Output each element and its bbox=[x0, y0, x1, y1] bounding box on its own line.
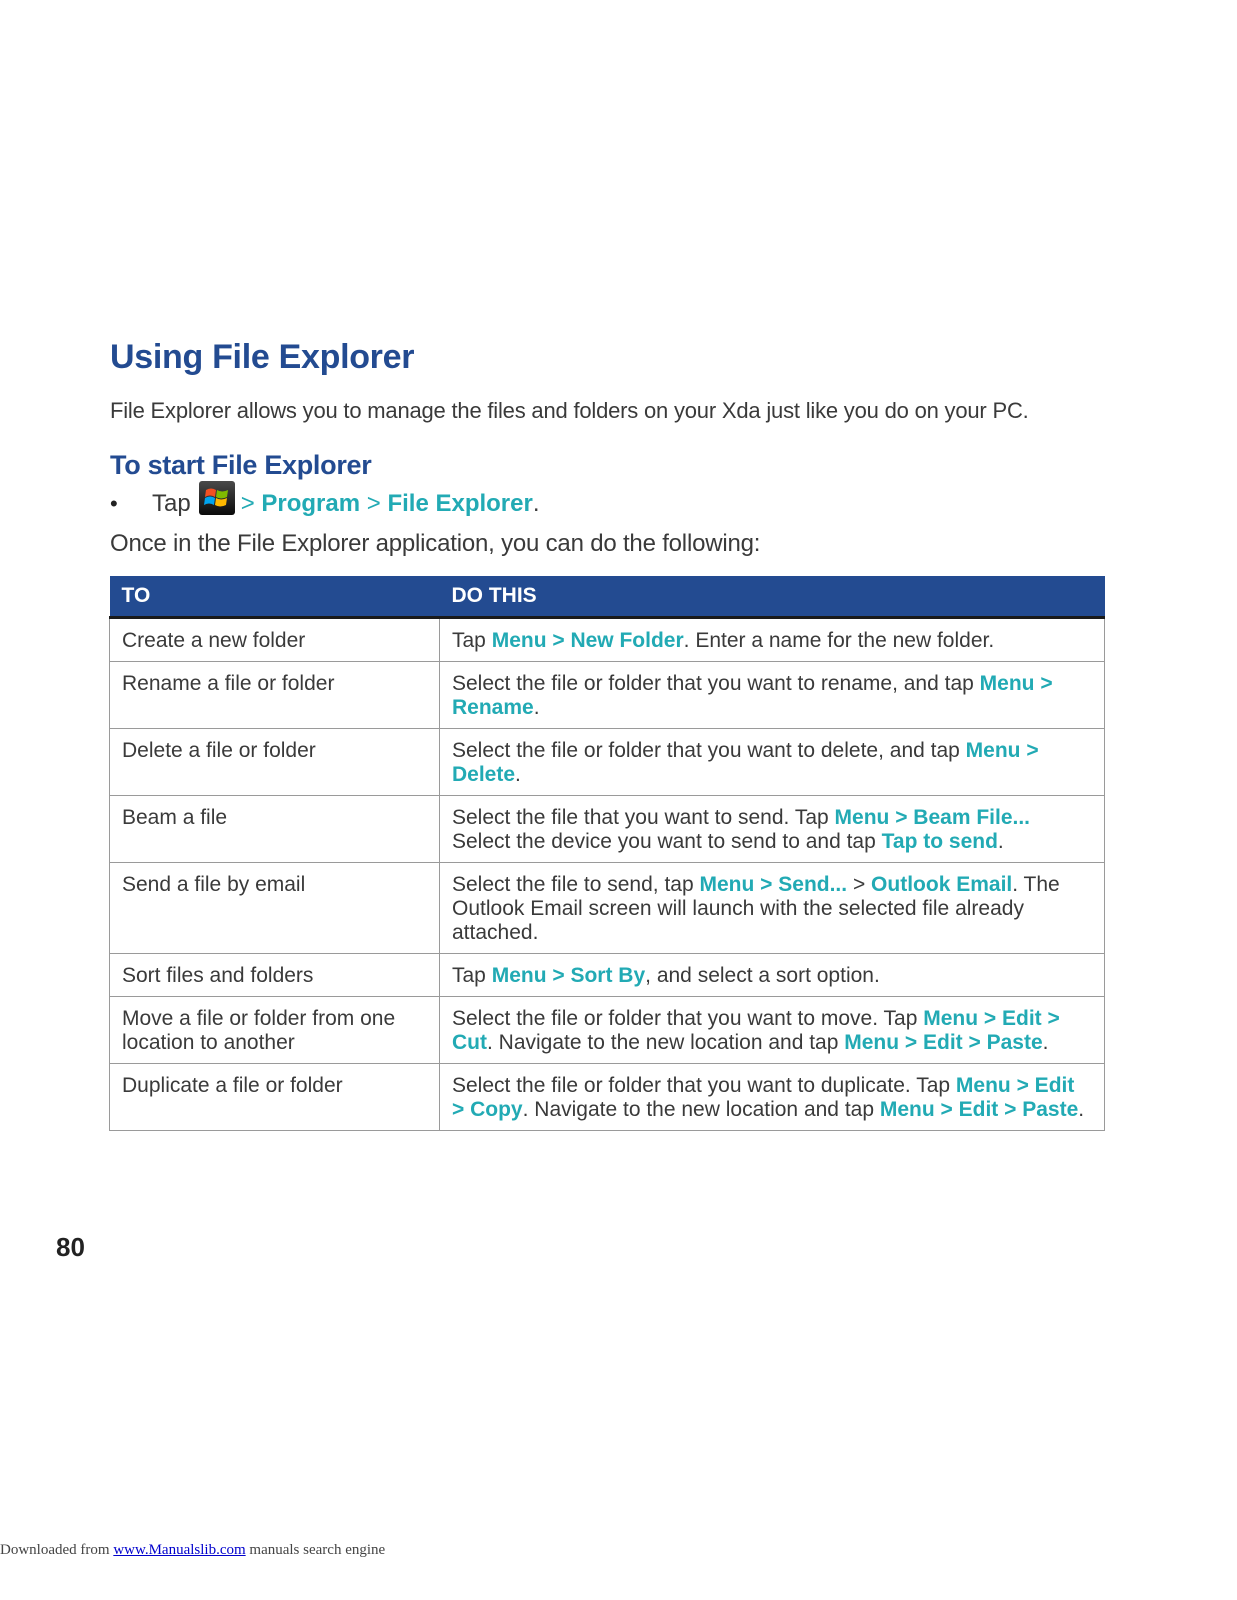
instruction-text: . Navigate to the new location and tap bbox=[487, 1031, 845, 1054]
instruction-text: . Navigate to the new location and tap bbox=[522, 1098, 880, 1121]
cell-task: Beam a file bbox=[110, 796, 440, 863]
cell-task: Move a file or folder from one location to another bbox=[110, 997, 440, 1064]
cell-task: Send a file by email bbox=[110, 863, 440, 954]
instruction-text: . bbox=[515, 763, 521, 786]
instruction-text: . The Outlook Email screen will launch with the selected file already attached. bbox=[452, 873, 1060, 944]
menu-command: Menu > Sort By bbox=[491, 964, 646, 987]
intro-paragraph: File Explorer allows you to manage the files and folders on your Xda just like you do on your PC. bbox=[110, 398, 1029, 423]
page-heading: Using File Explorer bbox=[110, 338, 415, 376]
instruction-text: Tap bbox=[452, 964, 492, 987]
instruction-text: Select the file or folder that you want to rename, and tap bbox=[452, 672, 980, 695]
cell-instructions bbox=[440, 796, 1105, 863]
download-footer bbox=[0, 1542, 385, 1559]
cell-task: Rename a file or folder bbox=[110, 662, 440, 729]
menu-command: Menu > Edit > Copy bbox=[452, 1074, 1075, 1121]
cell-instructions bbox=[440, 997, 1105, 1064]
instruction-text: . bbox=[997, 830, 1004, 853]
table-row bbox=[110, 863, 1105, 954]
step-end: . bbox=[532, 490, 540, 517]
windows-start-icon bbox=[199, 481, 235, 515]
menu-command: Menu > Delete bbox=[452, 739, 1039, 786]
instruction-text: > bbox=[847, 873, 872, 896]
cell-task: Delete a file or folder bbox=[110, 729, 440, 796]
table-row bbox=[110, 729, 1105, 796]
footer-suffix: manuals search engine bbox=[245, 1542, 386, 1558]
table-row bbox=[110, 997, 1105, 1064]
instruction-text: Select the device you want to send to and tap bbox=[452, 830, 882, 853]
cell-task: Duplicate a file or folder bbox=[110, 1064, 440, 1131]
header-do-this: DO THIS bbox=[440, 576, 1105, 618]
instruction-text: Select the file that you want to send. Tap bbox=[452, 806, 835, 829]
step-tap-text: Tap bbox=[152, 490, 191, 517]
tasks-table bbox=[109, 576, 1105, 1131]
instruction-text: Select the file or folder that you want to delete, and tap bbox=[452, 739, 966, 762]
instruction-text: . bbox=[533, 696, 540, 719]
table-row bbox=[110, 618, 1105, 662]
instruction-text: Tap bbox=[452, 629, 492, 652]
step-separator: > bbox=[366, 490, 381, 517]
menu-command: Tap to send bbox=[881, 830, 998, 853]
cell-instructions bbox=[440, 954, 1105, 997]
menu-command: Menu > Edit > Paste bbox=[879, 1098, 1079, 1121]
menu-command: Menu > Edit > Cut bbox=[452, 1007, 1060, 1054]
instruction-text: Select the file or folder that you want to move. Tap bbox=[452, 1007, 924, 1030]
cell-instructions bbox=[440, 729, 1105, 796]
footer-prefix: Downloaded from bbox=[0, 1542, 114, 1558]
footer-link[interactable]: www.Manualslib.com bbox=[113, 1542, 246, 1558]
step-program: Program bbox=[261, 490, 361, 517]
instruction-text: . Enter a name for the new folder. bbox=[683, 629, 995, 652]
table-body bbox=[110, 618, 1105, 1131]
instruction-text: . bbox=[1042, 1031, 1049, 1054]
table-header-row bbox=[110, 576, 1105, 618]
table-row bbox=[110, 796, 1105, 863]
menu-command: Menu > Send... bbox=[699, 873, 848, 896]
lead-paragraph: Once in the File Explorer application, you can do the following: bbox=[110, 530, 761, 557]
start-step bbox=[110, 486, 540, 522]
step-file-explorer: File Explorer bbox=[387, 490, 533, 517]
instruction-text: Select the file or folder that you want to duplicate. Tap bbox=[452, 1074, 956, 1097]
table-row bbox=[110, 954, 1105, 997]
menu-command: Outlook Email bbox=[871, 873, 1013, 896]
step-separator: > bbox=[240, 490, 255, 517]
cell-task: Sort files and folders bbox=[110, 954, 440, 997]
menu-command: Menu > Beam File... bbox=[834, 806, 1031, 829]
menu-command: Menu > Edit > Paste bbox=[844, 1031, 1043, 1054]
cell-instructions bbox=[440, 863, 1105, 954]
menu-command: Menu > Rename bbox=[452, 672, 1053, 719]
table-row bbox=[110, 662, 1105, 729]
cell-task: Create a new folder bbox=[110, 618, 440, 662]
cell-instructions bbox=[440, 618, 1105, 662]
instruction-text: Select the file to send, tap bbox=[452, 873, 700, 896]
menu-command: Menu > New Folder bbox=[491, 629, 684, 652]
page-number: 80 bbox=[56, 1232, 85, 1262]
cell-instructions bbox=[440, 662, 1105, 729]
header-to: TO bbox=[110, 576, 440, 618]
bullet: • bbox=[110, 491, 118, 516]
instruction-text: . bbox=[1078, 1098, 1085, 1121]
cell-instructions bbox=[440, 1064, 1105, 1131]
table-row bbox=[110, 1064, 1105, 1131]
instruction-text: , and select a sort option. bbox=[645, 964, 880, 987]
section-heading: To start File Explorer bbox=[110, 450, 372, 480]
